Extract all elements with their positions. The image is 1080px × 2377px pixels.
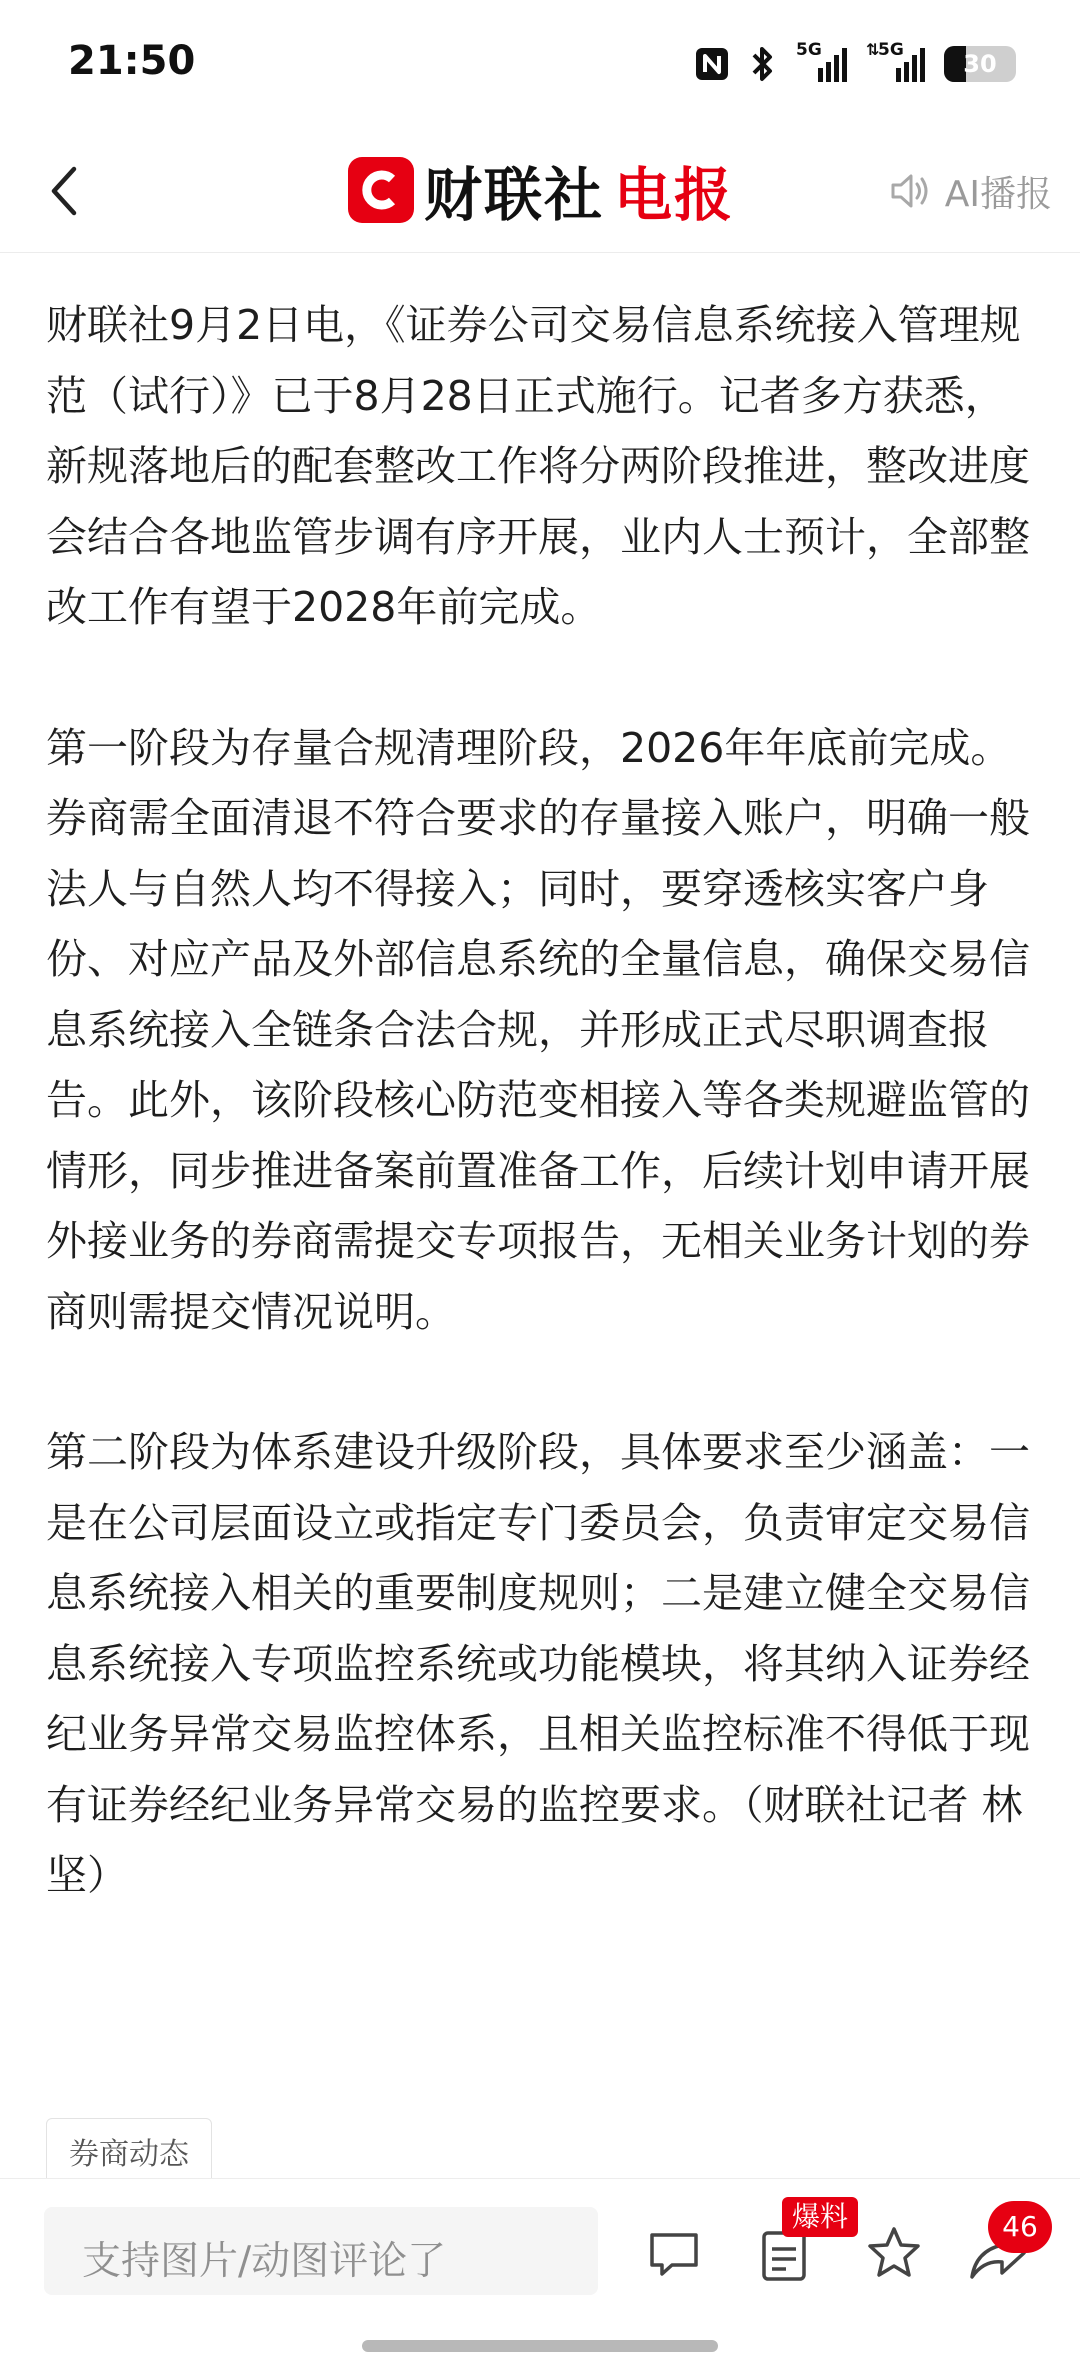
app-logo bbox=[348, 148, 734, 232]
comment-button[interactable] bbox=[646, 2225, 702, 2285]
bluetooth-icon bbox=[748, 44, 778, 84]
logo-text-main: 财联社 bbox=[424, 161, 605, 229]
signal-5g-icon bbox=[796, 40, 848, 84]
speaker-icon bbox=[887, 168, 933, 214]
comment-input[interactable] bbox=[44, 2207, 598, 2295]
ai-broadcast-button[interactable] bbox=[887, 160, 1052, 222]
article-paragraph: 第二阶段为体系建设升级阶段，具体要求至少涵盖：一是在公司层面设立或指定专门委员会，负责审定交易信息系统接入相关的重要制度规则；二是建立健全交易信息系统接入专项监控系统或功能模块，将其纳入证券经纪业务异常交易监控体系，且相关监控标准不得低于现有证券经纪业务异常交易的监控要求。（财联社记者 林坚） bbox=[46, 1428, 1030, 1899]
article-body bbox=[46, 290, 1042, 1981]
report-badge: 爆料 bbox=[782, 2197, 858, 2237]
home-indicator[interactable] bbox=[362, 2340, 718, 2352]
data-arrows-icon: ⇅ bbox=[866, 40, 880, 59]
comment-icon bbox=[646, 2225, 702, 2281]
comment-placeholder: 支持图片/动图评论了 bbox=[82, 2239, 447, 2284]
article-paragraph: 第一阶段为存量合规清理阶段，2026年年底前完成。券商需全面清退不符合要求的存量接入账户，明确一般法人与自然人均不得接入；同时，要穿透核实客户身份、对应产品及外部信息系统的全量信息，确保交易信息系统接入全链条合法合规，并形成正式尽职调查报告。此外，该阶段核心防范变相接入等各类规避监管的情形，同步推进备案前置准备工作，后续计划申请开展外接业务的券商需提交专项报告，无相关业务计划的券商则需提交情况说明。 bbox=[46, 723, 1030, 1336]
chevron-left-icon bbox=[48, 165, 80, 217]
ai-broadcast-label: AI播报 bbox=[944, 173, 1052, 215]
logo-text-accent: 电报 bbox=[614, 161, 735, 229]
signal-5g-icon bbox=[866, 40, 926, 84]
signal-label: 5G bbox=[796, 40, 822, 60]
favorite-button[interactable] bbox=[864, 2223, 924, 2287]
article-paragraph: 财联社9月2日电，《证券公司交易信息系统接入管理规范（试行）》已于8月28日正式施行。记者多方获悉，新规落地后的配套整改工作将分两阶段推进，整改进度会结合各地监管步调有序开展，业内人士预计，全部整改工作有望于2028年前完成。 bbox=[46, 301, 1030, 631]
logo-mark-icon bbox=[348, 157, 414, 223]
topic-tag[interactable]: 券商动态 bbox=[46, 2118, 212, 2184]
battery-percent: 30 bbox=[963, 50, 997, 78]
star-icon bbox=[864, 2223, 924, 2283]
status-icons bbox=[694, 42, 1016, 86]
nfc-icon bbox=[694, 46, 730, 82]
status-bar bbox=[0, 0, 1080, 120]
share-count-badge: 46 bbox=[988, 2201, 1052, 2253]
signal-label: 5G bbox=[878, 40, 904, 60]
status-time: 21:50 bbox=[68, 38, 196, 84]
battery-icon bbox=[944, 46, 1016, 82]
nav-bar bbox=[0, 130, 1080, 253]
back-button[interactable] bbox=[34, 154, 94, 228]
